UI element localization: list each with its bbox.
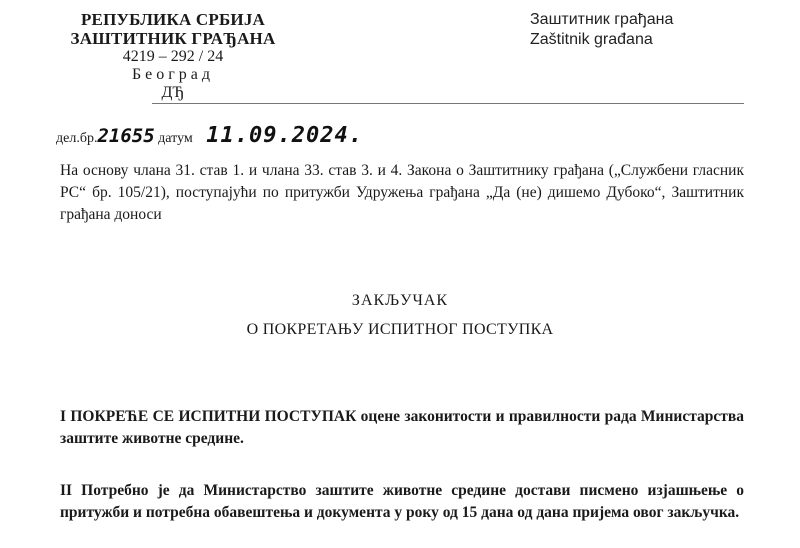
letterhead-left [48, 10, 298, 102]
logo-latin: Zaštitnik građana [530, 31, 653, 48]
date-label: датум [158, 131, 193, 146]
item-2-paragraph: II Потребно је да Министарство заштите животне средине достави писмено изјашњење о притужби и потребна обавештења и документа у року од 15 дана од дана пријема овог закључка. [60, 482, 744, 521]
item-1-text: оцене законитости и правилности рада Министарства заштите животне средине. [60, 408, 744, 447]
document-number: 4219 – 292 / 24 [122, 48, 224, 65]
intro-paragraph: На основу члана 31. став 1. и члана 33. став 3. и 4. Закона о Заштитнику грађана („Службени гласник РС“ бр. 105/21), поступајући по притужби Удружења грађана „Да (не) дишемо Дубоко“, Заштитник грађана доноси [60, 162, 744, 223]
header-divider [152, 103, 744, 104]
initials: ДЂ [161, 84, 185, 101]
document-subtitle: О ПОКРЕТАЊУ ИСПИТНОГ ПОСТУПКА [246, 321, 554, 338]
reference-line [56, 123, 363, 148]
item-1-heading: I ПОКРЕЋЕ СЕ ИСПИТНИ ПОСТУПАК [60, 408, 357, 425]
reference-number-label: дел.бр. [56, 131, 98, 146]
logo-cyrillic: Заштитник грађана [530, 11, 674, 28]
date-handwritten: 11.09.2024. [206, 123, 363, 148]
city-name: Београд [131, 66, 215, 83]
reference-number-handwritten: 21655 [97, 125, 155, 147]
institution-logo-text [530, 10, 673, 50]
republic-name: РЕПУБЛИКА СРБИЈА [80, 10, 266, 29]
item-1-paragraph [60, 406, 744, 450]
document-title: ЗАКЉУЧАК [351, 292, 449, 309]
institution-name: ЗАШТИТНИК ГРАЂАНА [70, 29, 276, 48]
